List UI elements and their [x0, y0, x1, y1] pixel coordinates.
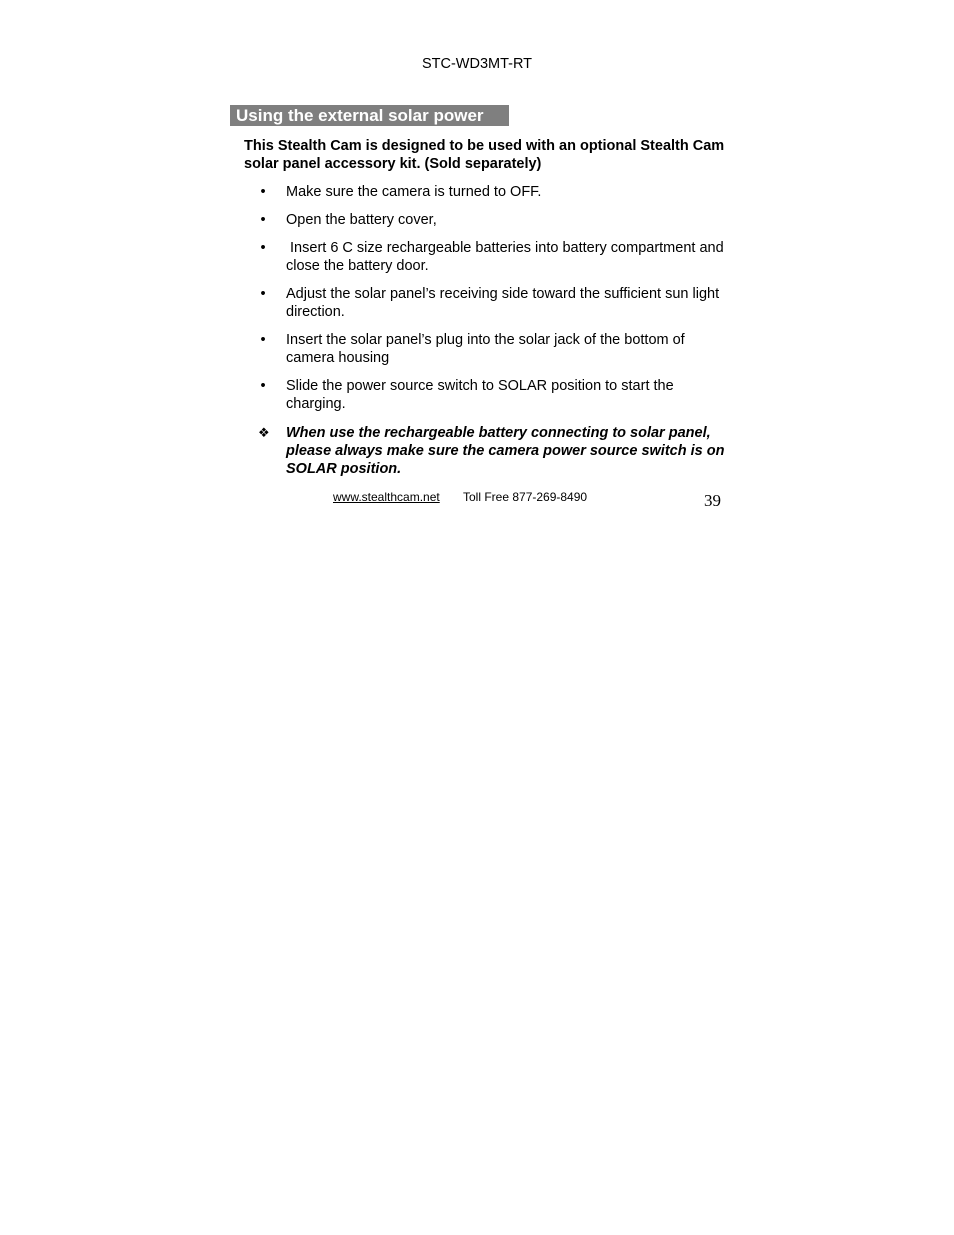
list-item	[244, 377, 734, 413]
bullet-icon: •	[260, 286, 266, 302]
bullet-icon: •	[260, 240, 266, 256]
website-link[interactable]: www.stealthcam.net	[333, 490, 440, 504]
note-paragraph	[244, 424, 734, 478]
section-heading: Using the external solar power	[230, 105, 509, 126]
bullet-icon: •	[260, 184, 266, 200]
bullet-icon: •	[260, 332, 266, 348]
list-item	[244, 183, 734, 201]
intro-paragraph: This Stealth Cam is designed to be used with an optional Stealth Cam solar panel accessory kit. (Sold separately)	[244, 138, 725, 172]
bullet-icon: •	[260, 212, 266, 228]
step-text: Slide the power source switch to SOLAR position to start the charging.	[286, 378, 674, 412]
note-text: When use the rechargeable battery connecting to solar panel, please always make sure the camera power source switch is on SOLAR position.	[286, 425, 725, 477]
bullet-icon: •	[260, 378, 266, 394]
list-item	[244, 211, 734, 229]
step-text: Make sure the camera is turned to OFF.	[286, 184, 542, 200]
list-item	[244, 331, 734, 367]
model-header: STC-WD3MT-RT	[421, 56, 533, 72]
step-text: Insert 6 C size rechargeable batteries into battery compartment and close the battery door.	[286, 240, 728, 274]
step-text: Insert the solar panel’s plug into the solar jack of the bottom of camera housing	[286, 332, 685, 366]
list-item	[244, 239, 734, 275]
list-item	[244, 285, 734, 321]
step-text: Adjust the solar panel’s receiving side toward the sufficient sun light direction.	[286, 286, 720, 320]
diamond-bullet-icon: ❖	[258, 425, 270, 440]
step-text: Open the battery cover,	[286, 212, 437, 228]
page-number: 39	[704, 491, 721, 510]
steps-list	[244, 183, 734, 423]
toll-free-phone: Toll Free 877-269-8490	[463, 490, 588, 504]
